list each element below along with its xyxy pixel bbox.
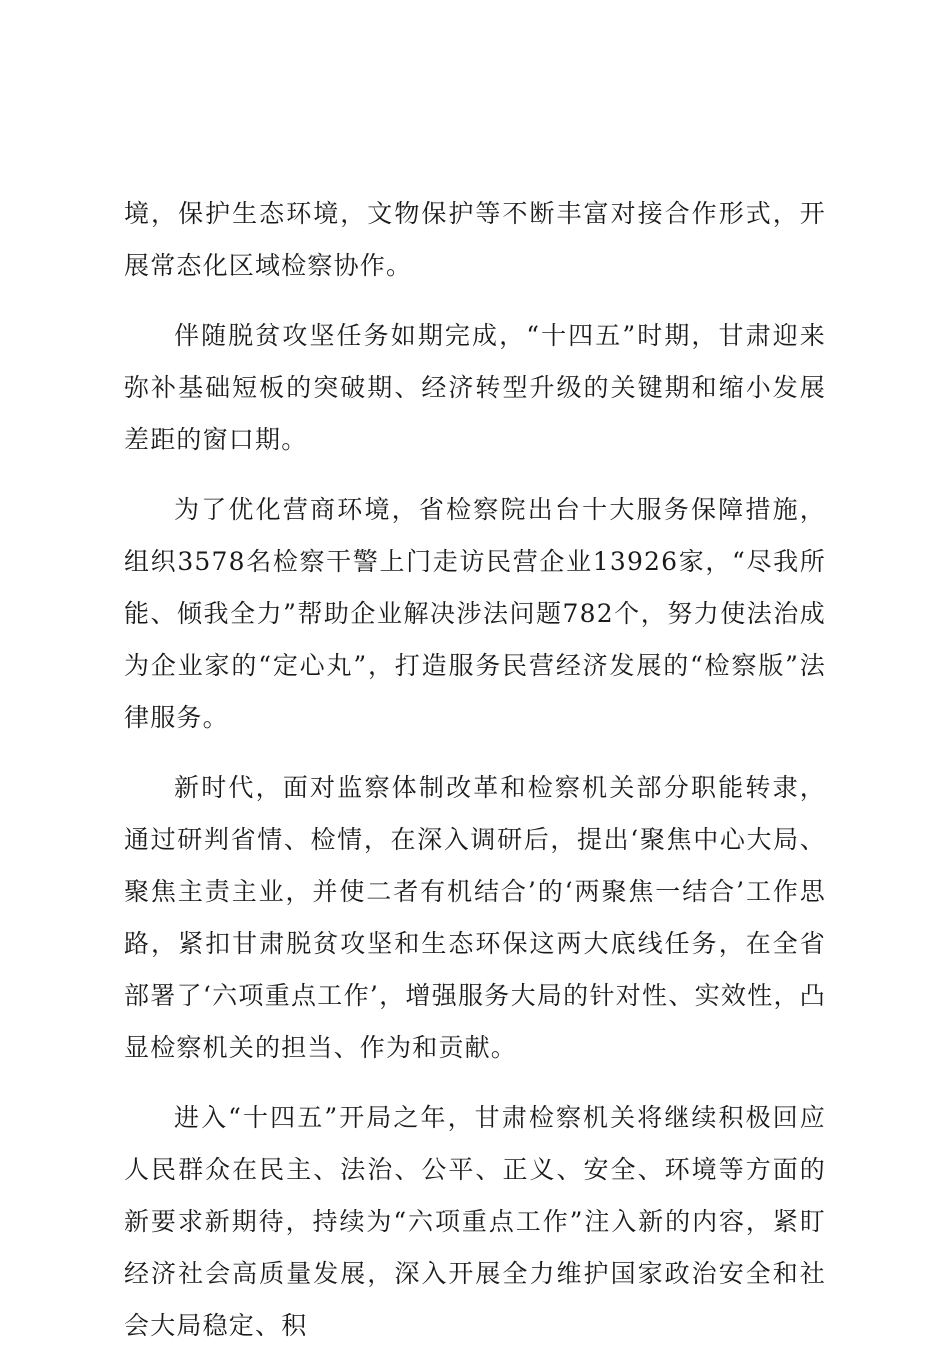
paragraph-5: 进入“十四五”开局之年，甘肃检察机关将继续积极回应人民群众在民主、法治、公平、正义、安全、环境等方面的新要求新期待，持续为“六项重点工作”注入新的内容，紧盯经济社会高质量发展，深入开展全力维护国家政治安全和社会大局稳定、积: [124, 1103, 826, 1340]
paragraph-1: 境，保护生态环境，文物保护等不断丰富对接合作形式，开展常态化区域检察协作。: [124, 199, 826, 280]
paragraph-3: 为了优化营商环境，省检察院出台十大服务保障措施，组织3578名检察干警上门走访民营企业13926家，“尽我所能、倾我全力”帮助企业解决涉法问题782个，努力使法治成为企业家的“定心丸”，打造服务民营经济发展的“检察版”法律服务。: [124, 495, 826, 732]
paragraph-2: 伴随脱贫攻坚任务如期完成，“十四五”时期，甘肃迎来弥补基础短板的突破期、经济转型升级的关键期和缩小发展差距的窗口期。: [124, 321, 826, 454]
document-body: [124, 188, 826, 1370]
paragraph-4: 新时代，面对监察体制改革和检察机关部分职能转隶，通过研判省情、检情，在深入调研后，提出‘聚焦中心大局、聚焦主责主业，并使二者有机结合’的‘两聚焦一结合’工作思路，紧扣甘肃脱贫攻坚和生态环保这两大底线任务，在全省部署了‘六项重点工作’，增强服务大局的针对性、实效性，凸显检察机关的担当、作为和贡献。: [124, 773, 826, 1062]
